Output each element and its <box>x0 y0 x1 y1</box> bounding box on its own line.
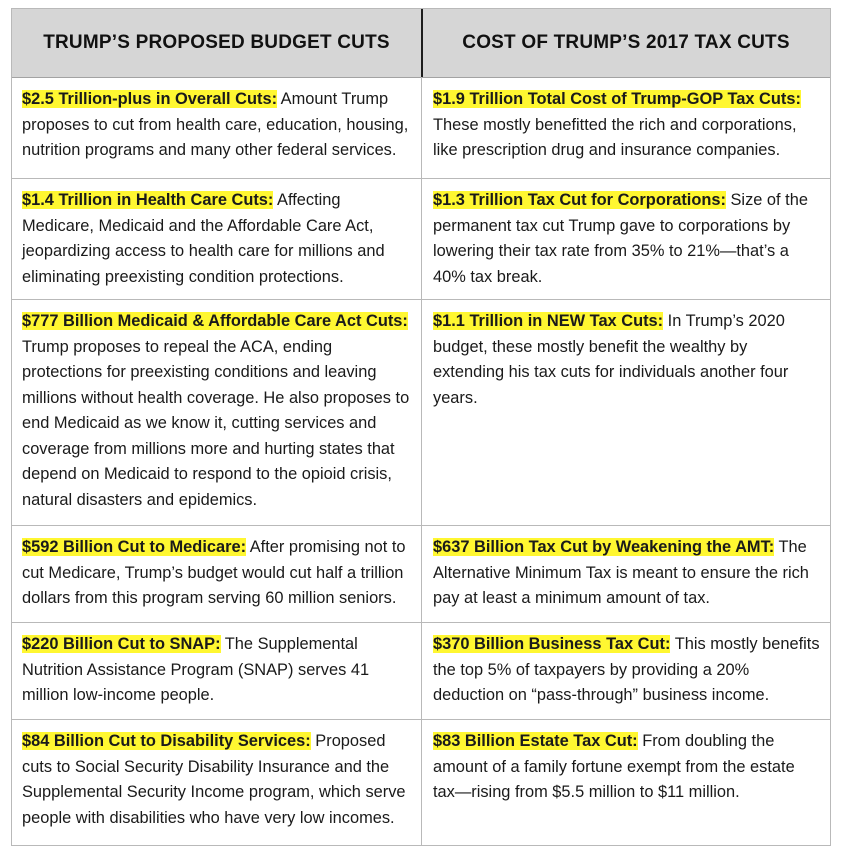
tax-cut-cell <box>422 623 830 709</box>
budget-cut-cell <box>12 300 421 513</box>
tax-cut-title: $1.9 Trillion Total Cost of Trump-GOP Tax Cuts: <box>433 90 801 108</box>
header-budget-cuts: TRUMP’S PROPOSED BUDGET CUTS <box>43 32 390 53</box>
table-row <box>12 300 830 526</box>
budget-cut-title: $777 Billion Medicaid & Affordable Care Act Cuts: <box>22 312 408 330</box>
tax-cut-text: From doubling the amount of a family fortune exempt from the estate tax—rising from $5.5 million to $11 million. <box>433 732 795 801</box>
tax-cut-title: $370 Billion Business Tax Cut: <box>433 635 671 653</box>
budget-cut-cell <box>12 179 421 290</box>
table-row <box>12 78 830 179</box>
table-row <box>12 179 830 300</box>
budget-cut-cell <box>12 720 421 831</box>
budget-cut-text: The Supplemental Nutrition Assistance Program (SNAP) serves 41 million low-income people. <box>22 635 370 704</box>
tax-cut-text: Size of the permanent tax cut Trump gave to corporations by lowering their tax rate from 35% to 21%—that’s a 40% tax break. <box>433 191 808 286</box>
tax-cut-cell <box>422 179 830 290</box>
tax-cut-cell <box>422 526 830 612</box>
budget-cut-text: After promising not to cut Medicare, Trump’s budget would cut half a trillion dollars from this program serving 60 million seniors. <box>22 538 406 607</box>
table-row <box>12 526 830 623</box>
budget-cut-title: $220 Billion Cut to SNAP: <box>22 635 221 653</box>
tax-cut-title: $83 Billion Estate Tax Cut: <box>433 732 638 750</box>
tax-cut-title: $637 Billion Tax Cut by Weakening the AMT: <box>433 538 775 556</box>
tax-cut-cell <box>422 78 830 164</box>
budget-cut-cell <box>12 78 421 164</box>
tax-cut-text: These mostly benefitted the rich and corporations, like prescription drug and insurance companies. <box>433 115 797 159</box>
tax-cut-text: The Alternative Minimum Tax is meant to ensure the rich pay at least a minimum amount of tax. <box>433 538 809 607</box>
budget-cut-title: $2.5 Trillion-plus in Overall Cuts: <box>22 90 278 108</box>
budget-cut-text: Proposed cuts to Social Security Disability Insurance and the Supplemental Security Income program, which serve people with disabilities who have very low incomes. <box>22 732 406 827</box>
budget-cut-cell <box>12 623 421 709</box>
tax-cut-text: This mostly benefits the top 5% of taxpayers by providing a 20% deduction on “pass-through” business income. <box>433 635 820 704</box>
budget-cut-text: Trump proposes to repeal the ACA, ending protections for preexisting conditions and leaving millions without health coverage. He also proposes to end Medicaid as we know it, cutting services and coverage from millions more and hurting states that depend on Medicaid to respond to the opioid crisis, natural disasters and epidemics. <box>22 337 410 509</box>
table-row <box>12 720 830 845</box>
comparison-table <box>11 8 831 846</box>
budget-cut-title: $592 Billion Cut to Medicare: <box>22 538 247 556</box>
tax-cut-title: $1.3 Trillion Tax Cut for Corporations: <box>433 191 726 209</box>
budget-cut-text: Amount Trump proposes to cut from health care, education, housing, nutrition programs and many other federal services. <box>22 90 409 159</box>
tax-cut-cell <box>422 300 830 411</box>
header-tax-cuts: COST OF TRUMP’S 2017 TAX CUTS <box>462 32 790 53</box>
budget-cut-text: Affecting Medicare, Medicaid and the Affordable Care Act, jeopardizing access to health care for millions and eliminating preexisting condition protections. <box>22 191 385 286</box>
header-column-divider <box>421 9 423 77</box>
tax-cut-text: In Trump’s 2020 budget, these mostly benefit the wealthy by extending his tax cuts for individuals another four years. <box>433 312 789 407</box>
budget-cut-cell <box>12 526 421 612</box>
budget-cut-title: $1.4 Trillion in Health Care Cuts: <box>22 191 274 209</box>
budget-cut-title: $84 Billion Cut to Disability Services: <box>22 732 311 750</box>
tax-cut-cell <box>422 720 830 806</box>
table-row <box>12 623 830 720</box>
tax-cut-title: $1.1 Trillion in NEW Tax Cuts: <box>433 312 664 330</box>
